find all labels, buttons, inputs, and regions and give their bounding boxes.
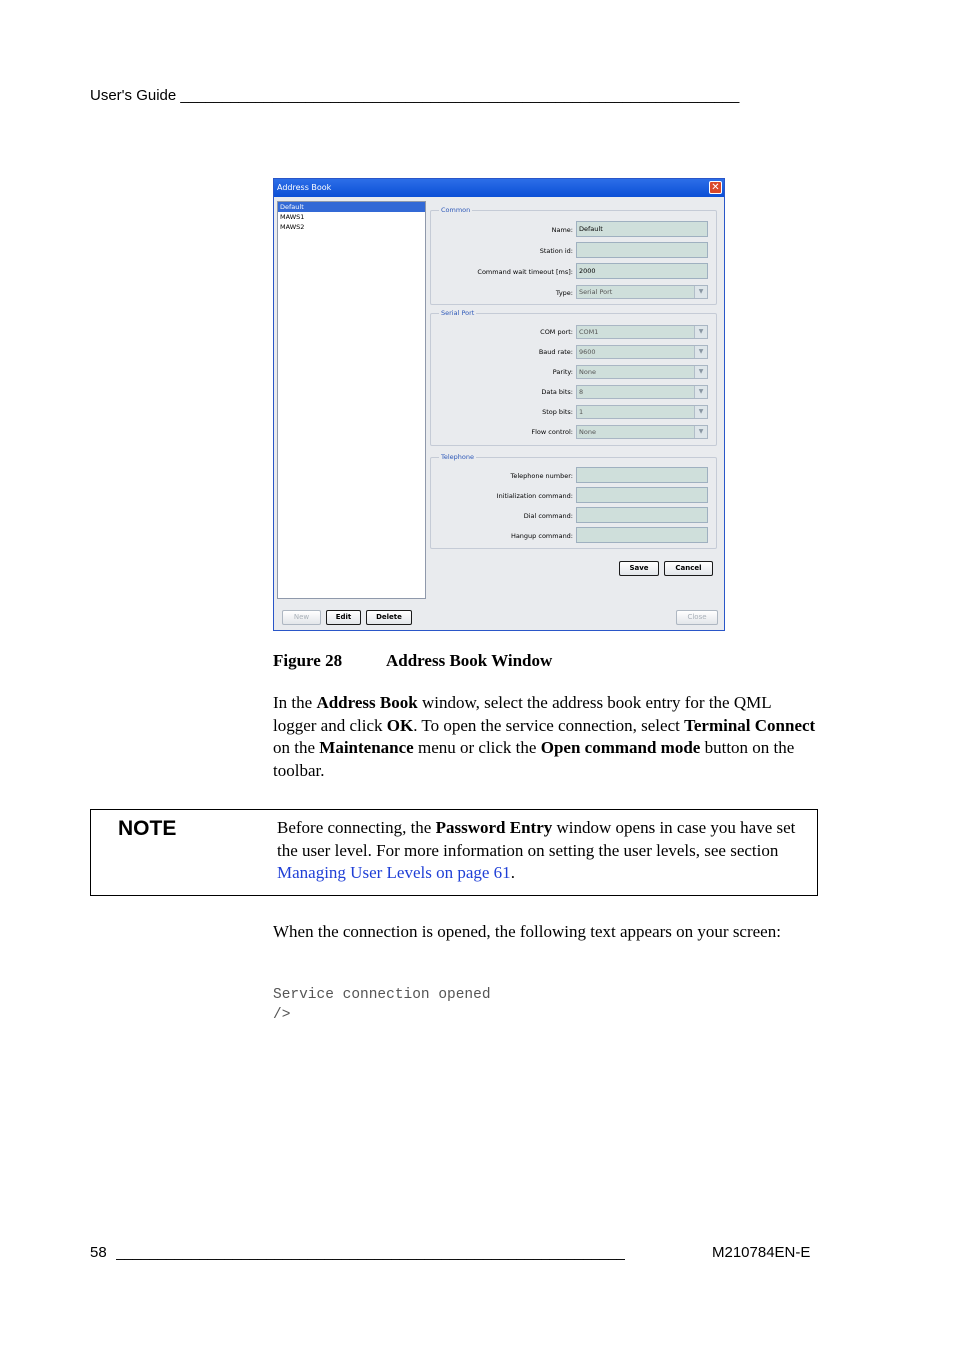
chevron-down-icon[interactable]: ▼ [694,426,707,438]
field-label: Hangup command: [510,532,573,540]
figure-title: Address Book Window [386,651,553,670]
select-value: COM1 [579,328,599,336]
type-select[interactable] [576,285,708,299]
select-value: 1 [579,408,584,416]
field-label: Stop bits: [542,408,573,416]
telephone-number-field[interactable] [576,467,708,483]
chevron-down-icon[interactable]: ▼ [694,326,707,338]
chevron-down-icon[interactable]: ▼ [694,406,707,418]
init-command-field[interactable] [576,487,708,503]
chevron-down-icon[interactable]: ▼ [694,286,707,298]
field-label: COM port: [540,328,573,336]
field-label: Command wait timeout [ms]: [477,268,573,276]
group-title: Common [441,206,471,214]
text: Before connecting, the [277,818,436,837]
new-button[interactable]: New [282,610,321,625]
bold-text: Maintenance [319,738,414,757]
connection-paragraph: When the connection is opened, the following text appears on your screen: [273,922,781,941]
list-item[interactable]: MAWS2 [280,223,305,231]
text: button on the toolbar. [273,738,795,780]
field-label: Data bits: [541,388,573,396]
save-button[interactable]: Save [619,561,659,576]
field-label: Flow control: [531,428,573,436]
hangup-command-field[interactable] [576,527,708,543]
field-label: Parity: [552,368,573,376]
window-title: Address Book [277,183,332,192]
code-line: Service connection opened [273,987,491,1003]
text: menu or click the [413,738,541,757]
group-title: Serial Port [441,309,475,317]
group-title: Telephone [441,453,475,461]
text: on the [273,738,320,757]
footer-rule: _____________________________________________________________ [116,1244,625,1261]
chevron-down-icon[interactable]: ▼ [694,346,707,358]
note-text [277,817,813,885]
text: window, select the address book entry for the QML logger and click [273,693,771,735]
com-port-select[interactable] [576,325,708,339]
bold-text: Address Book [316,693,418,712]
note-label: NOTE [118,817,177,840]
instruction-paragraph [273,692,818,782]
select-value: 9600 [579,348,596,356]
window-title-bar [274,179,724,197]
text: . [510,863,515,882]
select-value: 8 [579,388,584,396]
cancel-button[interactable]: Cancel [664,561,713,576]
field-label: Dial command: [523,512,573,520]
select-value: None [579,428,596,436]
telephone-group [430,453,717,549]
text: window opens in case you have set the user level. For more information on setting the user levels, see section [277,818,796,860]
field-label: Name: [551,226,573,234]
command-timeout-field[interactable]: 2000 [576,263,708,279]
address-list[interactable] [277,201,426,599]
select-value: None [579,368,596,376]
figure-number: Figure 28 [273,651,343,670]
text: In the [273,693,317,712]
common-group [430,206,717,305]
delete-button[interactable]: Delete [366,610,412,625]
page-header: User's Guide ___________________________________________________________________ [90,87,740,104]
bold-text: Password Entry [435,818,553,837]
close-button[interactable]: Close [676,610,718,625]
data-bits-select[interactable] [576,385,708,399]
page-number: 58 [90,1244,107,1261]
select-value: Serial Port [579,288,613,296]
stop-bits-select[interactable] [576,405,708,419]
bold-text: Open command mode [540,738,701,757]
field-label: Initialization command: [496,492,573,500]
station-id-field[interactable] [576,242,708,258]
parity-select[interactable] [576,365,708,379]
dial-command-field[interactable] [576,507,708,523]
document-id: M210784EN-E [712,1244,811,1261]
field-label: Telephone number: [510,472,573,480]
note-box [90,809,818,896]
bold-text: OK [386,715,414,735]
edit-button[interactable]: Edit [326,610,361,625]
chevron-down-icon[interactable]: ▼ [694,386,707,398]
list-item[interactable]: MAWS1 [280,213,305,221]
name-field[interactable]: Default [576,221,708,237]
field-label: Type: [555,289,573,297]
serial-port-group [430,309,717,446]
cross-reference-link[interactable]: Managing User Levels on page 61 [277,863,511,882]
address-book-window [273,178,725,631]
text: . To open the service connection, select [413,715,685,735]
list-item[interactable]: Default [278,202,425,212]
close-icon[interactable]: ✕ [709,181,722,194]
bold-text: Terminal Connect [684,715,816,735]
field-label: Baud rate: [538,348,573,356]
flow-control-select[interactable] [576,425,708,439]
chevron-down-icon[interactable]: ▼ [694,366,707,378]
field-label: Station id: [539,247,573,255]
code-line: /> [273,1007,291,1023]
baud-rate-select[interactable] [576,345,708,359]
